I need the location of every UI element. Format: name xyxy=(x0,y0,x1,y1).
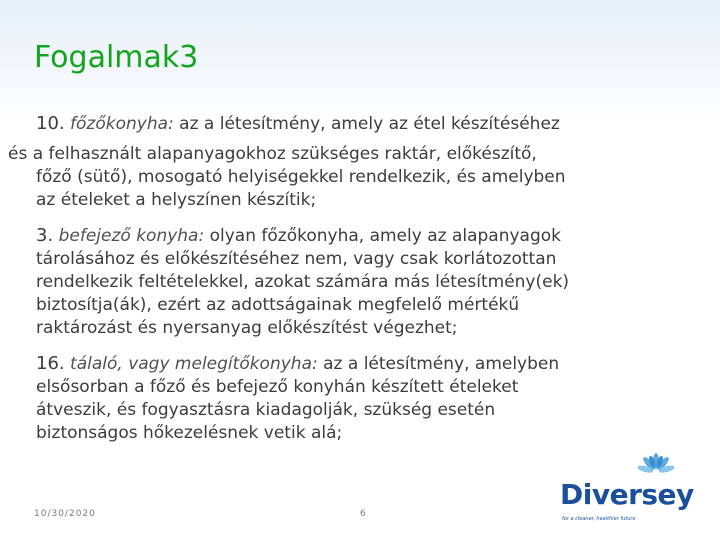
definition-item xyxy=(36,352,676,445)
item-text-line: főző (sütő), mosogató helyiségekkel rendelkezik, és amelyben xyxy=(36,167,566,187)
item-text: az a létesítmény, amelyben xyxy=(317,354,560,374)
item-text-line: rendelkezik feltételekkel, azokat számára más létesítmény(ek) xyxy=(36,272,570,292)
item-text-line: biztonságos hőkezelésnek vetik alá; xyxy=(36,423,343,443)
footer-date: 10/30/2020 xyxy=(34,509,96,519)
definition-first-line xyxy=(36,352,676,376)
logo-wordmark: Diversey xyxy=(560,478,694,511)
item-term: főzőkonyha: xyxy=(70,114,174,134)
item-term: tálaló, vagy melegítőkonyha: xyxy=(70,354,318,374)
item-text-line: biztosítja(ák), ezért az adottságainak megfelelő mértékű xyxy=(36,295,520,315)
item-term: befejező konyha: xyxy=(58,226,205,246)
definition-item xyxy=(36,224,676,340)
item-text-line: raktározást és nyersanyag előkészítést végezhet; xyxy=(36,318,458,338)
logo-tagline: for a cleaner, healthier future xyxy=(562,516,636,522)
definition-first-line xyxy=(36,112,676,136)
item-text: az a létesítmény, amely az étel készítéséhez xyxy=(173,114,560,134)
item-number: 3. xyxy=(36,225,54,246)
definition-item xyxy=(8,112,676,212)
item-text: olyan főzőkonyha, amely az alapanyagok xyxy=(204,226,561,246)
item-number: 10. xyxy=(36,113,65,134)
item-text-line: tárolásához és előkészítéséhez nem, vagy csak korlátozottan xyxy=(36,249,557,269)
item-text-line: elsősorban a főző és befejező konyhán készített ételeket xyxy=(36,377,519,397)
diversey-logo xyxy=(556,448,696,528)
item-text-line: az ételeket a helyszínen készítik; xyxy=(36,190,317,210)
item-number: 16. xyxy=(36,353,65,374)
item-text-line: és a felhasznált alapanyagokhoz szükséges raktár, előkészítő, xyxy=(8,144,537,164)
slide-content xyxy=(8,112,676,457)
definition-first-line xyxy=(36,224,676,248)
item-text-line: átveszik, és fogyasztásra kiadagolják, szükség esetén xyxy=(36,400,496,420)
slide-title: Fogalmak3 xyxy=(34,40,199,75)
page-number: 6 xyxy=(360,509,366,519)
